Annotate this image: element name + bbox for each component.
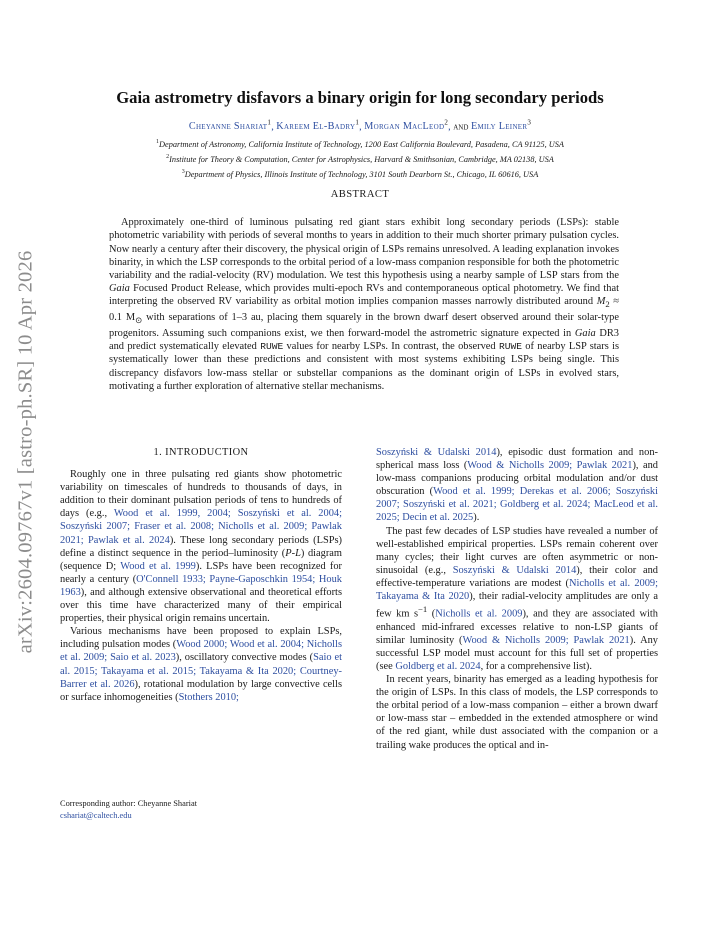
- text-run: ), episodic dust formation and non-spherical mass loss (: [376, 447, 658, 472]
- text-run: -: [291, 547, 296, 559]
- text-run: P: [285, 547, 292, 559]
- author-list: Cheyanne Shariat$^1$, Kareem El-Badry$^1$, Morgan MacLeod$^2$, and Emily Leiner$^3$: [188, 119, 532, 133]
- text-run: ) diagram (sequence D;: [60, 547, 342, 572]
- affiliation-number: 2: [166, 154, 170, 161]
- text-run: ), and they are associated with enhanced mid-infrared excesses relative to non-LSP giants of similar luminosity (: [376, 608, 659, 646]
- text-run: DR3 and predict systematically elevated: [109, 328, 619, 353]
- author-affiliation-mark: 2: [444, 119, 449, 127]
- citation-link[interactable]: Saio et al. 2015; Takayama et al. 2015; Takayama & Ita 2020; Courtney-Barrer et al. 2026: [60, 652, 342, 690]
- text-run: ).: [473, 512, 480, 524]
- text-run: of nearby LSP stars is systematically lower than these predictions and consistent with most systems exhibiting LSPs being single. This discrepancy disfavors low-mass stellar or substellar companions as the dominant origin of LSPs in evolved stars, motivating a further exploration of alternative stellar mechanisms.: [109, 341, 619, 392]
- text-run: with separations of 1–3 au, placing them squarely in the brown dwarf desert observed around their solar-type progenitors. Assuming such companions exist, we then forward-model the astrometric signature expected in: [109, 312, 619, 340]
- column-right: [376, 446, 658, 752]
- affiliation-list: [60, 136, 660, 182]
- author-name: Emily Leiner: [470, 121, 528, 133]
- text-run: 2: [605, 299, 610, 310]
- text-run: Gaia: [109, 282, 130, 294]
- citation-link[interactable]: Nicholls et al. 2009; Takayama & Ita 2020: [376, 577, 658, 603]
- citation-link[interactable]: Wood 2000; Wood et al. 2004; Nicholls et al. 2009; Saio et al. 2023: [60, 639, 342, 664]
- text-run: L: [295, 547, 301, 559]
- paper-title: Gaia astrometry disfavors a binary origin for long secondary periods: [116, 88, 604, 107]
- affiliation-text: Department of Astronomy, California Institute of Technology, 1200 East California Boulevard, Pasadena, CA 91125, USA: [159, 139, 564, 149]
- section-heading-introduction: 1. INTRODUCTION: [153, 447, 249, 458]
- text-run: M: [596, 295, 606, 307]
- citation-link[interactable]: Wood et al. 1999: [120, 560, 196, 572]
- citation-link[interactable]: Goldberg et al. 2024: [395, 660, 481, 672]
- text-run: Approximately one-third of luminous pulsating red giant stars exhibit long secondary periods (LSPs): stable photometric variability with periods of several months to years in addition to their much shorter primary pulsation cycles. Now nearly a century after their discovery, the physical origin of LSPs remains unresolved. A leading explanation invokes binarity, in which the LSP corresponds to the orbital period of a low-mass companion responsible for both the photometric variability and the radial-velocity (RV) modulation. We test this hypothesis using a nearby sample of LSP stars from the: [109, 217, 619, 281]
- text-run: Focused Product Release, which provides multi-epoch RVs and contemporaneous optical photometry. We find that interpreting the observed RV variability as orbital motion implies companion masses narrowly distributed around: [109, 282, 619, 307]
- citation-link[interactable]: Stothers 2010;: [178, 691, 239, 703]
- citation-link[interactable]: Wood & Nicholls 2009; Pawlak 2021: [467, 460, 633, 472]
- intro-paragraph-1: [60, 468, 342, 625]
- citation-link[interactable]: O'Connell 1933; Payne-Gaposchkin 1954; Houk 1963: [60, 573, 342, 598]
- arxiv-identifier: [6, 232, 46, 672]
- author-affiliation-mark: 1: [267, 119, 272, 127]
- text-run: values for nearby LSPs. In contrast, the observed: [283, 341, 499, 353]
- affiliation-number: 3: [181, 169, 185, 176]
- citation-link[interactable]: Wood et al. 1999; Derekas et al. 2006; Soszyński 2007; Soszyński et al. 2021; Goldberg et al. 2024; MacLeod et al. 2025; Decin et al. 2025: [376, 486, 658, 524]
- corresponding-author-email[interactable]: cshariat@caltech.edu: [60, 811, 132, 820]
- text-run: The past few decades of LSP studies have revealed a number of well-established empirical properties. LSPs remain coherent over many cycles; their light curves are often asymmetric or non-sinusoidal (e.g.,: [376, 525, 658, 576]
- affiliation-1: [60, 136, 660, 151]
- authors-conjunction: and: [453, 121, 469, 133]
- affiliation-2: [60, 151, 660, 166]
- author-name: Kareem El-Badry: [276, 121, 356, 133]
- citation-link[interactable]: Soszyński & Udalski 2014: [376, 447, 497, 458]
- text-run: Gaia: [574, 328, 596, 340]
- text-run: ), their radial-velocity amplitudes are only a few km s: [376, 591, 658, 620]
- author-2[interactable]: [276, 121, 359, 132]
- text-run: In recent years, binarity has emerged as a leading hypothesis for the origin of LSPs. In this class of models, the LSP corresponds to the orbital period of a low-mass companion – either a brown dwarf or low-mass star – embedded in the extended atmosphere or wind of the red giant, while dust associated with the companion or a trailing wake produces the optical and in-: [376, 674, 658, 751]
- text-run: ), their color and effective-temperature variations are modest (: [376, 564, 658, 589]
- text-run: ). LSPs have been recognized for nearly a century (: [60, 560, 342, 585]
- affiliation-text: Department of Physics, Illinois Institute of Technology, 3101 South Dearborn St., Chicago, IL 60616, USA: [184, 170, 539, 180]
- intro-paragraph-4: [376, 673, 658, 752]
- author-1[interactable]: [189, 121, 271, 132]
- text-run: Various mechanisms have been proposed to explain LSPs, including pulsation modes (: [60, 626, 342, 651]
- affiliation-text: Institute for Theory & Computation, Center for Astrophysics, Harvard & Smithsonian, Cambridge, MA 02138, USA: [169, 154, 554, 164]
- author-4[interactable]: [471, 121, 531, 132]
- text-run: ), and low-mass companions producing orbital modulation and/or dust obscuration (: [376, 460, 658, 498]
- author-3[interactable]: [364, 121, 448, 132]
- author-affiliation-mark: 3: [527, 119, 532, 127]
- intro-paragraph-3: [376, 525, 658, 674]
- text-run: ). Any successful LSP model must account for this full set of properties (see: [376, 634, 658, 672]
- intro-paragraph-2-continued: [376, 446, 658, 525]
- author-affiliation-mark: 1: [355, 119, 360, 127]
- text-run: , for a comprehensive list).: [480, 660, 592, 672]
- intro-paragraph-2: [60, 625, 342, 704]
- author-name: Morgan MacLeod: [364, 121, 445, 133]
- citation-link[interactable]: Wood & Nicholls 2009; Pawlak 2021: [462, 634, 630, 646]
- author-name: Cheyanne Shariat: [188, 121, 268, 133]
- text-run: ), oscillatory convective modes (: [175, 652, 314, 664]
- text-run: Roughly one in three pulsating red giants show photometric variability on timescales of hundreds to thousands of days, in addition to their dominant pulsation periods of tens to hundreds of days (e.g.,: [60, 469, 342, 520]
- affiliation-number: 1: [156, 139, 160, 145]
- corresponding-author-footnote: [60, 798, 342, 822]
- corresponding-author-label: Corresponding author: Cheyanne Shariat: [60, 799, 197, 808]
- text-run: ⊙: [135, 315, 143, 326]
- text-run: ), and although extensive observational and theoretical efforts over this time have characterized many of their empirical properties, their physical origin remains uncertain.: [60, 586, 342, 625]
- text-run: ), rotational modulation by large convective cells or surface inhomogeneities (: [60, 678, 342, 703]
- text-run: ). These long secondary periods (LSPs) define a distinct sequence in the period–luminosity (: [60, 534, 343, 559]
- text-run: (: [427, 608, 436, 620]
- code-term: RUWE: [260, 341, 284, 353]
- abstract-heading: ABSTRACT: [330, 189, 390, 200]
- arxiv-identifier-text: arXiv:2604.09767v1 [astro-ph.SR] 10 Apr 2026: [14, 250, 37, 654]
- code-term: RUWE: [498, 341, 522, 353]
- citation-link[interactable]: Nicholls et al. 2009: [435, 608, 523, 620]
- text-run: ≈ 0.1 M: [109, 295, 619, 324]
- column-left: [60, 446, 342, 704]
- citation-link[interactable]: Wood et al. 1999, 2004; Soszyński et al. 2004; Soszyński 2007; Fraser et al. 2008; Nicholls et al. 2009; Pawlak 2021; Pawlak et al. 2024: [60, 508, 342, 546]
- affiliation-3: [60, 166, 660, 181]
- abstract-body: [109, 216, 619, 392]
- text-run: −1: [418, 604, 428, 615]
- citation-link[interactable]: Soszyński & Udalski 2014: [452, 564, 577, 576]
